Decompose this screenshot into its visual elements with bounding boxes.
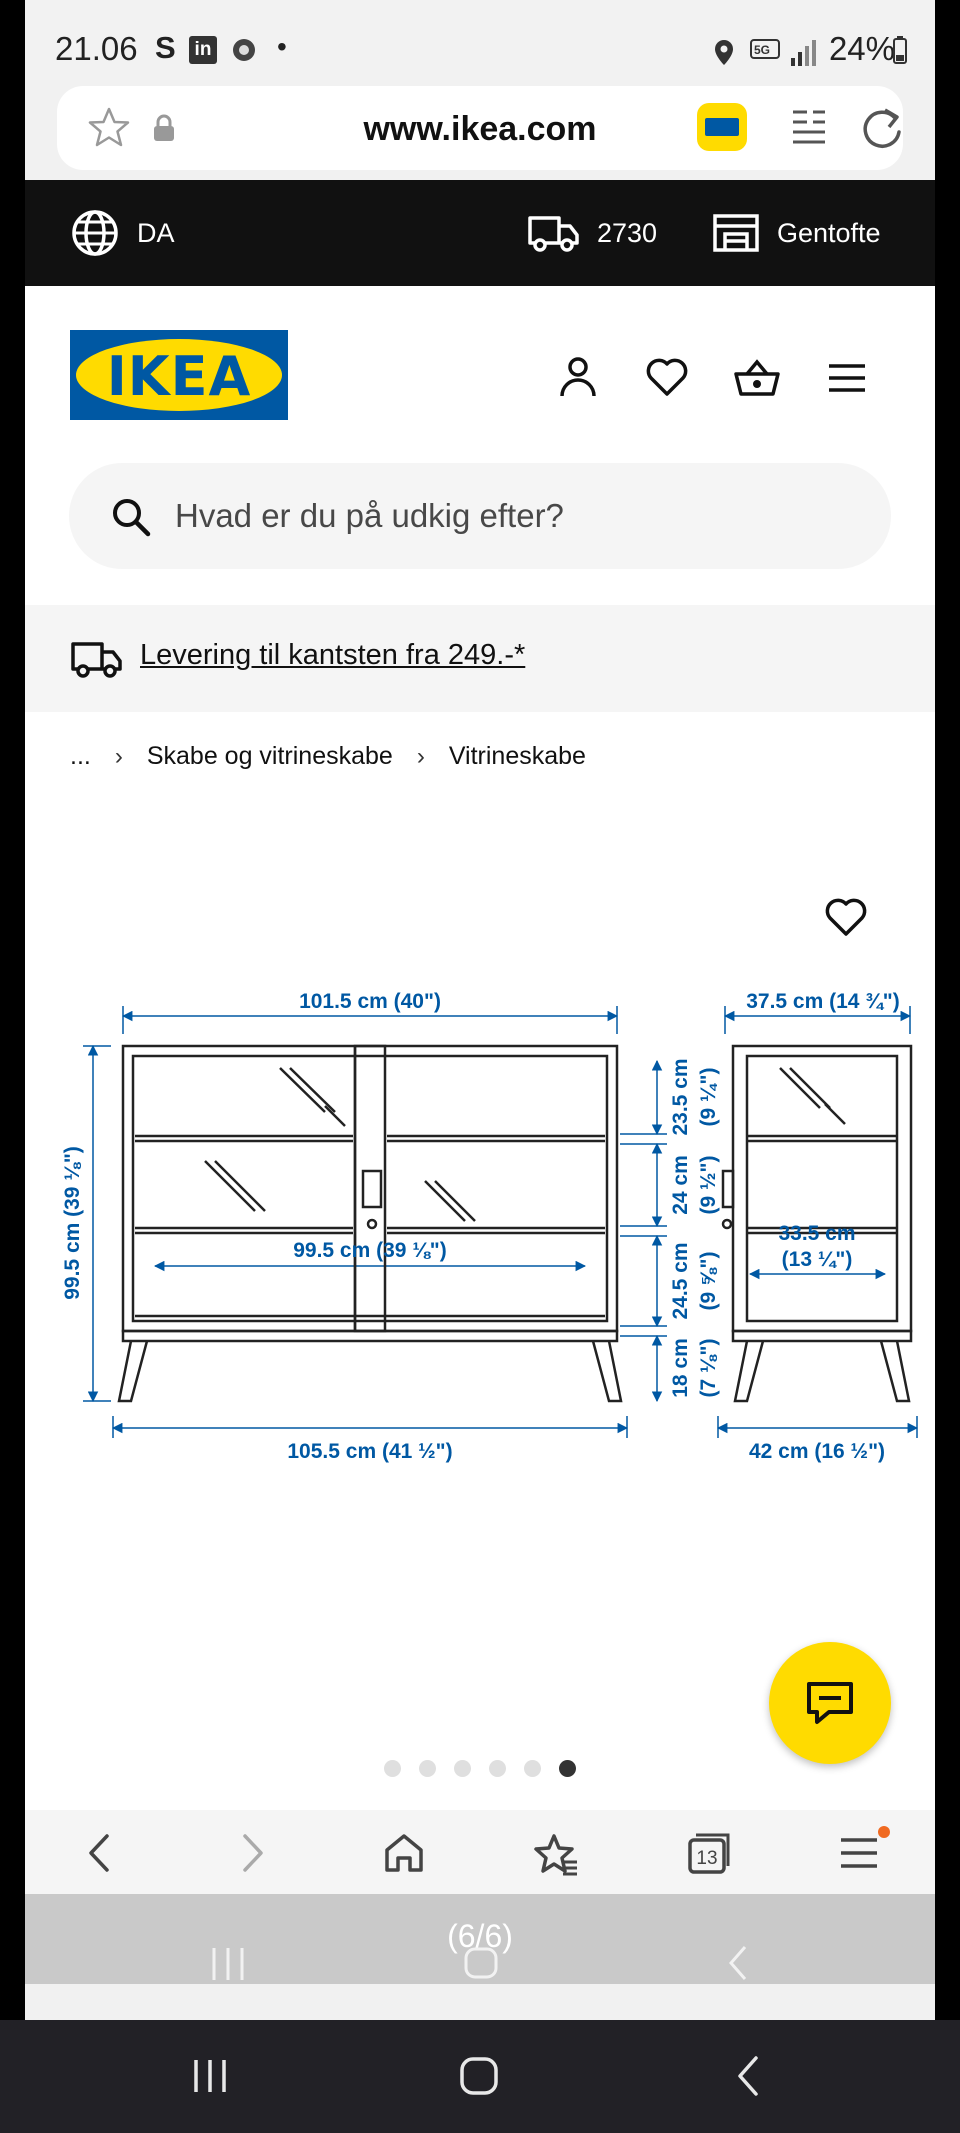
chevron-right-icon: › <box>114 742 123 770</box>
chat-icon <box>805 1680 855 1726</box>
carousel-dot[interactable] <box>524 1760 541 1777</box>
favorites-icon[interactable] <box>645 356 689 398</box>
store-selector[interactable] <box>713 180 881 286</box>
basket-icon[interactable] <box>733 356 781 400</box>
dim-total-height: 99.5 cm (39 ⅛") <box>61 1146 84 1300</box>
dim-side-inner-in: (13 ¼") <box>781 1248 853 1271</box>
carousel-indicator <box>25 1760 935 1777</box>
dim-h1-cm: 23.5 cm <box>669 1058 692 1136</box>
browser-toolbar <box>25 1810 935 1894</box>
breadcrumb <box>70 742 586 771</box>
postcode-label: 2730 <box>597 217 658 248</box>
dim-bottom-width: 105.5 cm (41 ½") <box>287 1440 453 1463</box>
bookmarks-icon[interactable] <box>533 1832 579 1876</box>
address-bar[interactable] <box>57 86 903 170</box>
breadcrumb-display-cabinets[interactable]: Vitrineskabe <box>448 742 586 770</box>
dim-top-width: 101.5 cm (40") <box>299 990 441 1013</box>
dim-h3-cm: 24.5 cm <box>669 1242 692 1320</box>
delivery-link[interactable]: Levering til kantsten fra 249.-* <box>140 639 526 671</box>
truck-icon <box>527 213 579 253</box>
recent-apps-icon[interactable] <box>192 2058 230 2094</box>
phone-screen <box>25 0 935 2020</box>
battery-level: 24% <box>828 30 895 67</box>
system-nav-bar <box>0 2020 960 2133</box>
add-to-favorites-icon[interactable] <box>825 898 867 938</box>
dim-h3-in: (9 ⅝") <box>697 1251 720 1311</box>
dim-h1-in: (9 ¼") <box>697 1067 720 1127</box>
status-time: 21.06 <box>55 30 138 67</box>
carousel-dot[interactable] <box>559 1760 576 1777</box>
language-selector[interactable] <box>71 180 175 286</box>
recent-apps-faded-icon <box>210 1946 246 1980</box>
account-icon[interactable] <box>558 356 598 400</box>
menu-icon[interactable] <box>827 356 867 400</box>
home-faded-icon <box>463 1946 499 1980</box>
forward-icon[interactable] <box>239 1832 267 1874</box>
cabinet-front-drawing <box>119 1046 621 1401</box>
carousel-dot[interactable] <box>454 1760 471 1777</box>
chevron-right-icon: › <box>416 742 425 770</box>
carousel-dot[interactable] <box>419 1760 436 1777</box>
system-home-icon[interactable] <box>459 2056 499 2096</box>
reload-icon[interactable] <box>861 106 903 150</box>
flower-notification-icon <box>229 36 259 64</box>
tabs-icon[interactable] <box>687 1832 731 1874</box>
linkedin-icon: in <box>189 36 217 64</box>
breadcrumb-cabinets[interactable]: Skabe og vitrineskabe <box>146 742 393 770</box>
dim-inner-width: 99.5 cm (39 ⅛") <box>293 1239 447 1262</box>
search-bar[interactable] <box>69 463 891 569</box>
gallery-overlay <box>25 1894 935 1984</box>
back-icon[interactable] <box>85 1832 113 1874</box>
store-label: Gentofte <box>777 217 881 248</box>
ikea-logo[interactable] <box>70 330 288 420</box>
carousel-dot[interactable] <box>384 1760 401 1777</box>
page-counter: (6/6) <box>447 1918 513 1954</box>
dimension-diagram <box>35 976 935 1476</box>
delivery-truck-icon <box>70 639 122 679</box>
search-placeholder: Hvad er du på udkig efter? <box>175 497 564 534</box>
browser-menu-icon[interactable] <box>839 1832 879 1874</box>
delivery-banner[interactable] <box>25 605 935 712</box>
dim-side-inner-cm: 33.5 cm <box>778 1222 856 1245</box>
s-notification-icon: S <box>155 30 176 65</box>
battery-icon <box>893 36 907 64</box>
url-text[interactable]: www.ikea.com <box>363 110 597 148</box>
home-icon[interactable] <box>383 1832 425 1874</box>
globe-icon <box>71 209 119 257</box>
dim-side-depth-bottom: 42 cm (16 ½") <box>748 1440 886 1463</box>
dim-h4-cm: 18 cm <box>669 1338 692 1398</box>
ikea-page <box>25 286 935 1810</box>
dim-h4-in: (7 ⅛") <box>697 1338 720 1398</box>
tabs-count: 13 <box>696 1848 718 1869</box>
dim-h2-in: (9 ½") <box>697 1155 720 1215</box>
reader-mode-icon[interactable] <box>791 108 827 146</box>
ikea-logo-text: IKEA <box>106 345 252 408</box>
language-label: DA <box>137 217 175 248</box>
ikea-app-icon[interactable] <box>697 103 747 151</box>
more-notifications-dot: • <box>277 31 287 62</box>
postcode-selector[interactable] <box>527 180 657 286</box>
search-icon <box>111 497 151 537</box>
status-bar <box>25 0 935 80</box>
chat-button[interactable] <box>769 1642 891 1764</box>
update-badge <box>878 1826 890 1838</box>
back-faded-icon <box>725 1944 751 1982</box>
breadcrumb-ellipsis[interactable]: ... <box>70 742 91 770</box>
system-back-icon[interactable] <box>734 2054 762 2098</box>
carousel-dot[interactable] <box>489 1760 506 1777</box>
store-icon <box>713 213 759 253</box>
dim-h2-cm: 24 cm <box>669 1155 692 1215</box>
svg-text:5G: 5G <box>754 43 771 57</box>
bottom-filler <box>25 1984 935 2020</box>
dim-side-depth-top: 37.5 cm (14 ¾") <box>746 990 900 1013</box>
locale-strip <box>25 180 935 286</box>
